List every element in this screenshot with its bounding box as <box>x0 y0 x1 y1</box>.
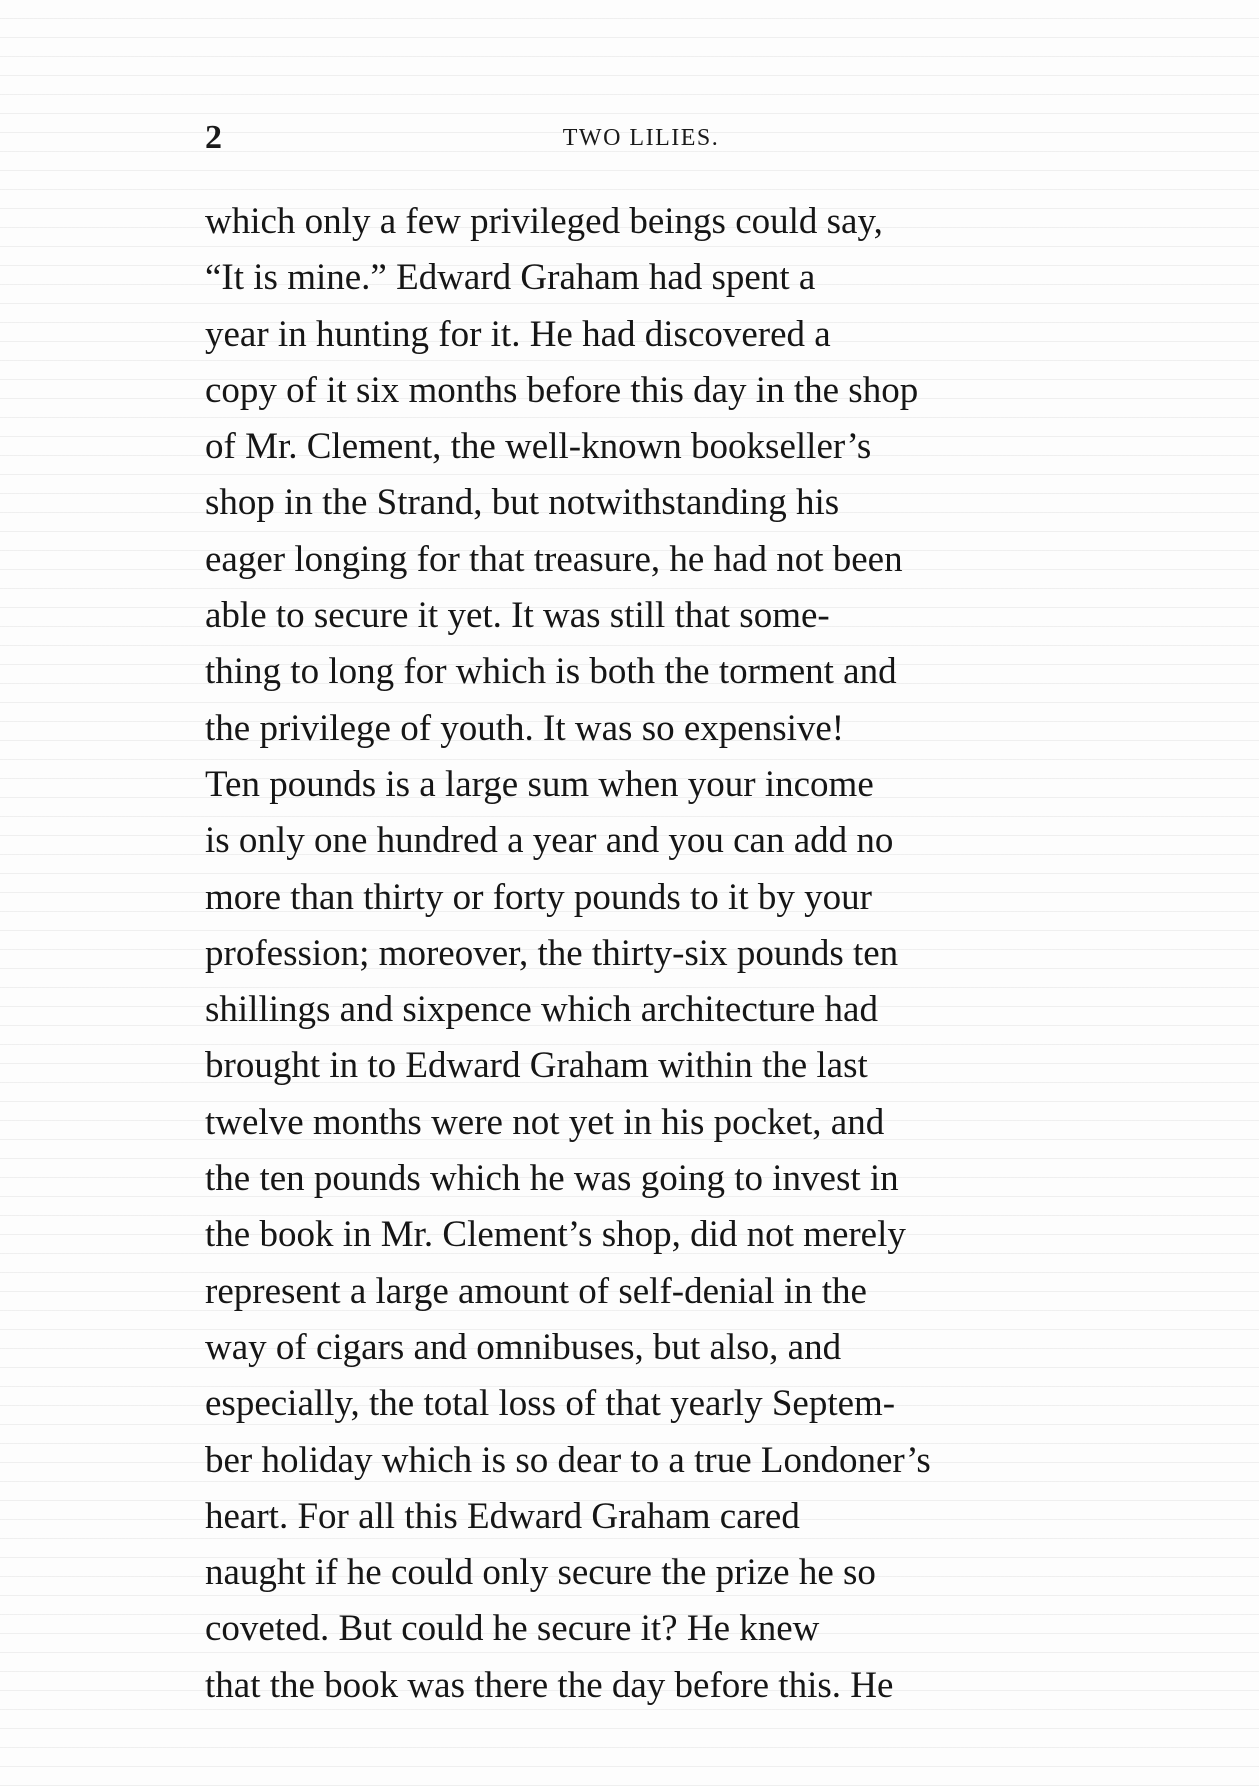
text-line: copy of it six months before this day in the shop <box>205 369 919 411</box>
text-line: shillings and sixpence which architecture had <box>205 989 878 1031</box>
text-line: especially, the total loss of that yearly Septem- <box>205 1383 896 1425</box>
body-text <box>205 194 1057 1714</box>
text-line: ber holiday which is so dear to a true Londoner’s <box>205 1439 931 1481</box>
text-line: the ten pounds which he was going to invest in <box>205 1158 899 1200</box>
page-number: 2 <box>205 119 222 156</box>
text-line: twelve months were not yet in his pocket, and <box>205 1101 885 1143</box>
text-line: thing to long for which is both the torment and <box>205 651 897 693</box>
text-line: heart. For all this Edward Graham cared <box>205 1495 800 1537</box>
text-line: eager longing for that treasure, he had not been <box>205 538 903 580</box>
text-line: that the book was there the day before this. He <box>205 1664 894 1706</box>
running-title: TWO LILIES. <box>562 125 720 151</box>
text-line: shop in the Strand, but notwithstanding his <box>205 482 840 524</box>
text-line: more than thirty or forty pounds to it by your <box>205 876 872 918</box>
text-line: naught if he could only secure the prize he so <box>205 1552 876 1594</box>
text-line: which only a few privileged beings could say, <box>205 201 883 242</box>
page-header <box>205 118 1057 158</box>
text-line: year in hunting for it. He had discovered a <box>205 313 831 355</box>
text-line: “It is mine.” Edward Graham had spent a <box>205 257 816 299</box>
text-line: profession; moreover, the thirty-six pounds ten <box>205 932 899 974</box>
text-line: the privilege of youth. It was so expensive! <box>205 707 845 749</box>
text-line: brought in to Edward Graham within the last <box>205 1045 868 1087</box>
text-line: represent a large amount of self-denial in the <box>205 1270 867 1312</box>
text-line: Ten pounds is a large sum when your income <box>205 763 874 805</box>
text-line: the book in Mr. Clement’s shop, did not merely <box>205 1214 906 1256</box>
text-line: is only one hundred a year and you can add no <box>205 820 894 862</box>
text-line: of Mr. Clement, the well-known bookseller’s <box>205 426 872 468</box>
text-line: able to secure it yet. It was still that some- <box>205 595 830 637</box>
text-line: coveted. But could he secure it? He knew <box>205 1608 820 1650</box>
text-line: way of cigars and omnibuses, but also, and <box>205 1326 842 1368</box>
